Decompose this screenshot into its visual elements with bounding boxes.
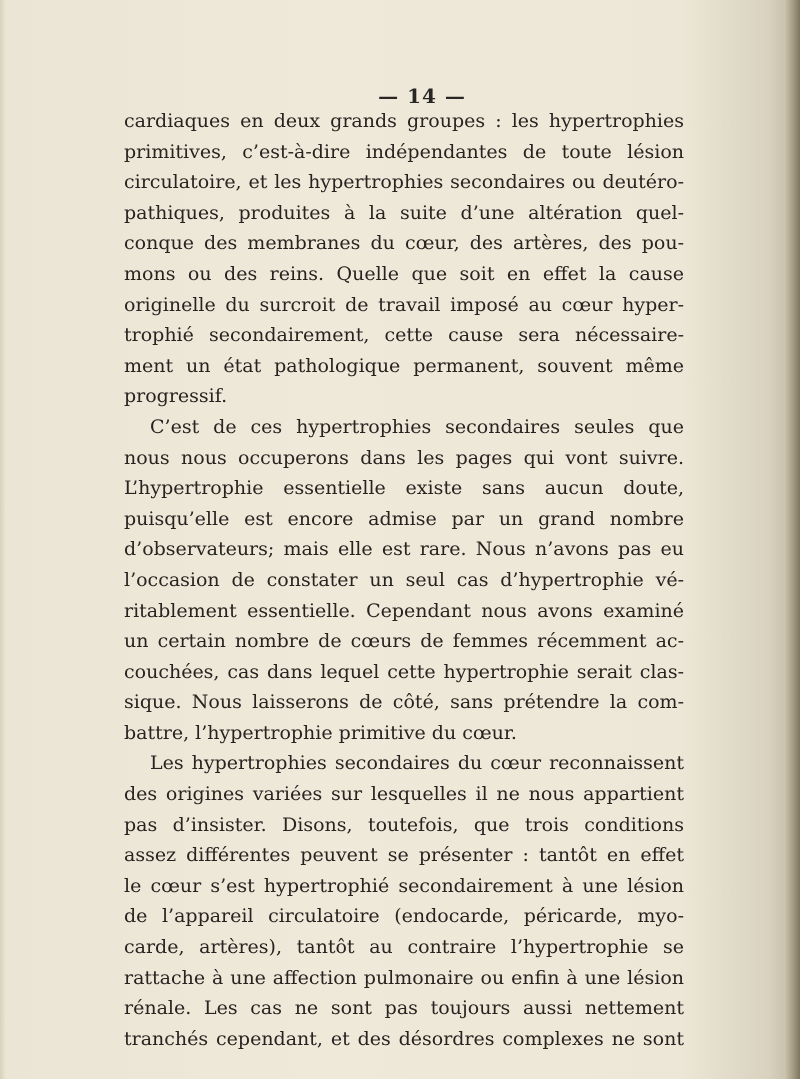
page-left-edge xyxy=(0,0,6,1079)
text-line: ment un état pathologique permanent, souvent même xyxy=(124,354,684,377)
paragraph-end-line: battre, l’hypertrophie primitive du cœur. xyxy=(124,721,517,744)
text-line: assez différentes peuvent se présenter : tantôt en effet xyxy=(124,844,684,867)
page-number: — 14 — xyxy=(378,84,466,108)
text-line: tranchés cependant, et des désordres complexes ne sont xyxy=(124,1027,684,1050)
text-line: cardiaques en deux grands groupes : les hypertrophies xyxy=(124,110,684,132)
text-line: de l’appareil circulatoire (endocarde, péricarde, myo- xyxy=(124,905,684,928)
text-line: sique. Nous laisserons de côté, sans prétendre la com- xyxy=(124,691,684,714)
page-binding-shadow xyxy=(784,0,800,1079)
text-line: des origines variées sur lesquelles il ne nous appartient xyxy=(124,783,684,806)
text-line: conque des membranes du cœur, des artères, des pou- xyxy=(124,232,684,255)
text-line: L’hypertrophie essentielle existe sans aucun doute, xyxy=(124,477,684,500)
paragraph-first-line: C’est de ces hypertrophies secondaires seules que xyxy=(150,415,684,438)
text-line: nous nous occuperons dans les pages qui vont suivre. xyxy=(124,446,684,469)
text-line: rénale. Les cas ne sont pas toujours aussi nettement xyxy=(124,997,684,1020)
paragraph-end-line: progressif. xyxy=(124,385,228,408)
text-line: l’occasion de constater un seul cas d’hypertrophie vé- xyxy=(124,568,684,591)
body-text xyxy=(124,106,684,1054)
text-line: primitives, c’est-à-dire indépendantes de toute lésion xyxy=(124,140,684,163)
text-line: pathiques, produites à la suite d’une altération quel- xyxy=(124,201,684,224)
text-line: carde, artères), tantôt au contraire l’hypertrophie se xyxy=(124,936,684,959)
paragraph-first-line: Les hypertrophies secondaires du cœur reconnaissent xyxy=(150,752,684,775)
text-line: mons ou des reins. Quelle que soit en effet la cause xyxy=(124,262,684,285)
text-line: trophié secondairement, cette cause sera nécessaire- xyxy=(124,324,684,347)
text-line: d’observateurs; mais elle est rare. Nous n’avons pas eu xyxy=(124,538,684,561)
text-line: originelle du surcroit de travail imposé au cœur hyper- xyxy=(124,293,684,316)
text-line: ritablement essentielle. Cependant nous avons examiné xyxy=(124,599,684,622)
text-line: circulatoire, et les hypertrophies secondaires ou deutéro- xyxy=(124,171,684,194)
text-line: le cœur s’est hypertrophié secondairement à une lésion xyxy=(124,874,684,897)
text-line: puisqu’elle est encore admise par un grand nombre xyxy=(124,507,684,530)
text-line: rattache à une affection pulmonaire ou enfin à une lésion xyxy=(124,966,684,989)
text-line: couchées, cas dans lequel cette hypertrophie serait clas- xyxy=(124,660,684,683)
text-line: un certain nombre de cœurs de femmes récemment ac- xyxy=(124,630,684,653)
text-line: pas d’insister. Disons, toutefois, que trois conditions xyxy=(124,813,684,836)
